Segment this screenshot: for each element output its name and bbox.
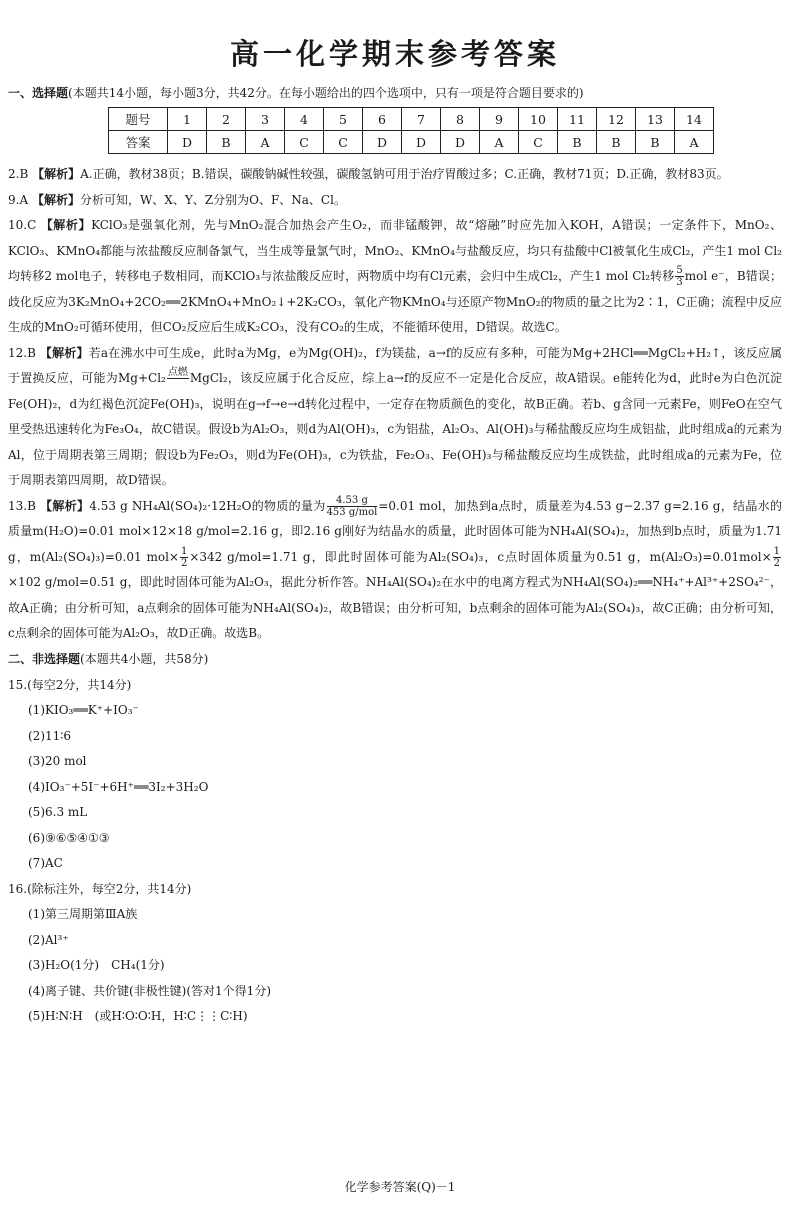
table-cell-number: 9 xyxy=(480,108,519,131)
table-cell-answer: D xyxy=(168,131,207,154)
answer-table xyxy=(108,107,714,154)
fraction xyxy=(180,546,188,569)
q15-heading: 15.(每空2分，共14分) xyxy=(8,677,132,692)
explanation-text: 分析可知，W、X、Y、Z分别为O、F、Na、Cl。 xyxy=(79,192,346,207)
table-cell-answer: D xyxy=(402,131,441,154)
table-cell-answer: C xyxy=(324,131,363,154)
section1-title: 一、选择题 xyxy=(8,86,69,100)
table-cell-answer: B xyxy=(207,131,246,154)
explanation-text: MgCl₂，该反应属于化合反应，综上a→f的反应不一定是化合反应，故A错误。e能转化为d，此时e为白色沉淀Fe(OH)₂，d为红褐色沉淀Fe(OH)₃，说明在g→f→e→d转化过程中，一定存在物质颜色的变化，故B正确。若b、g含同一元素Fe，则FeO在空气里受热迅速转化为Fe₃O₄，故C错误。假设b为Al₂O₃，则d为Al(OH)₃，c为铝盐，Al₂O₃、Al(OH)₃与稀盐酸反应均生成铝盐，此时组成a的元素为Al，位于周期表第三周期；假设b为Fe₂O₃，则d为Fe(OH)₃，c为铁盐，Fe₂O₃、Fe(OH)₃与稀盐酸反应均生成铁盐，此时组成a的元素为Fe，位于周期表第四周期，故D错误。 xyxy=(8,371,782,487)
condition-label: 点燃 xyxy=(167,367,188,378)
table-cell-answer: A xyxy=(480,131,519,154)
fraction xyxy=(327,495,378,518)
table-cell-answer: D xyxy=(441,131,480,154)
page-footer: 化学参考答案(Q)－1 xyxy=(344,1180,456,1194)
table-cell-answer: D xyxy=(363,131,402,154)
table-cell-answer: B xyxy=(597,131,636,154)
analysis-tag: 【解析】 xyxy=(40,498,90,513)
table-cell-number: 5 xyxy=(324,108,363,131)
question-number: 10.C xyxy=(8,218,37,232)
table-cell-number: 8 xyxy=(441,108,480,131)
explanation-text: =0.01 mol，加热到a点时，质量差为4.53 g−2.37 g=2.16 g，结晶水的质量m(H₂O)=0.01 mol×12×18 g/mol=2.16 g，即2.16 g刚好为结晶水的质量，此时固体可能为NH₄Al(SO₄)₂，加热到b点时，质量为1.71 g，m(Al₂(SO₄)₃)=0.01 mol× xyxy=(8,498,782,564)
section2-heading xyxy=(8,651,782,667)
q15-answer: (4)IO₃⁻+5I⁻+6H⁺══3I₂+3H₂O xyxy=(28,779,209,794)
q16-answer: (1)第三周期第ⅢA族 xyxy=(28,907,138,921)
explanation-text: 若a在沸水中可生成e，此时a为Mg，e为Mg(OH)₂，f为镁盐，a→f的反应有多种，可能为Mg+2HCl══MgCl₂+H₂↑，该反应属于置换反应，可能为Mg+Cl₂ xyxy=(8,345,782,385)
table-cell-number: 12 xyxy=(597,108,636,131)
fraction xyxy=(675,265,683,288)
table-cell-number: 6 xyxy=(363,108,402,131)
table-cell-number: 13 xyxy=(636,108,675,131)
explanation-q2 xyxy=(8,162,782,188)
fraction-denominator: 2 xyxy=(180,557,188,569)
table-cell-number: 3 xyxy=(246,108,285,131)
reaction-condition xyxy=(167,367,189,390)
section1-note: (本题共14小题，每小题3分，共42分。在每小题给出的四个选项中，只有一项是符合题目要求的) xyxy=(68,86,584,100)
analysis-tag: 【解析】 xyxy=(40,218,92,232)
fraction xyxy=(773,546,781,569)
explanation-q10 xyxy=(8,213,782,341)
table-cell-number: 2 xyxy=(207,108,246,131)
q15-answer: (5)6.3 mL xyxy=(28,805,88,819)
explanation-q12 xyxy=(8,341,782,494)
analysis-tag: 【解析】 xyxy=(39,345,89,360)
table-cell-answer: A xyxy=(675,131,714,154)
answer-table-number-row xyxy=(109,108,714,131)
q15-answer: (7)AC xyxy=(28,856,63,870)
q16-answer: (4)离子键、共价键(非极性键)(答对1个得1分) xyxy=(28,983,271,998)
explanation-text: A.正确，教材38页；B.错误，碳酸钠碱性较强，碳酸氢钠可用于治疗胃酸过多；C.正确，教材71页；D.正确，教材83页。 xyxy=(80,167,729,181)
q15-answer: (6)⑨⑥⑤④①③ xyxy=(28,830,110,845)
fraction-denominator: 453 g/mol xyxy=(326,506,378,518)
q15-answer: (2)11∶6 xyxy=(28,728,72,743)
table-cell-number: 11 xyxy=(558,108,597,131)
table-cell-answer: C xyxy=(519,131,558,154)
row-label-answer: 答案 xyxy=(109,131,168,154)
table-cell-answer: A xyxy=(246,131,285,154)
section1-heading xyxy=(8,85,782,101)
analysis-tag: 【解析】 xyxy=(31,192,80,207)
q16-heading: 16.(除标注外，每空2分，共14分) xyxy=(8,881,192,896)
table-cell-answer: B xyxy=(558,131,597,154)
q15-answer: (3)20 mol xyxy=(28,754,87,768)
section2-title: 二、非选择题 xyxy=(8,651,81,666)
table-cell-number: 14 xyxy=(675,108,714,131)
analysis-tag: 【解析】 xyxy=(32,167,81,181)
table-cell-number: 4 xyxy=(285,108,324,131)
explanation-q13 xyxy=(8,494,782,647)
explanation-text: mol e⁻，B错误；歧化反应为3K₂MnO₄+2CO₂══2KMnO₄+MnO₂↓+2K₂CO₃，氧化产物KMnO₄与还原产物MnO₂的物质的量之比为2∶1，C正确；流程中反应生成的MnO₂可循环使用，但CO₂反应后生成K₂CO₃，没有CO₂的生成，不能循环使用，D错误。故选C。 xyxy=(8,269,783,334)
question-number: 9.A xyxy=(8,192,29,207)
row-label-number: 题号 xyxy=(109,108,168,131)
fraction-denominator: 3 xyxy=(676,277,683,288)
table-cell-number: 1 xyxy=(168,108,207,131)
table-cell-number: 7 xyxy=(402,108,441,131)
table-cell-number: 10 xyxy=(519,108,558,131)
question-number: 12.B xyxy=(8,345,36,360)
fraction-numerator: 5 xyxy=(676,265,683,276)
q16-answer: (5)H∶N∶H (或H∶O∶O∶H，H∶C⋮⋮C∶H) xyxy=(28,1009,248,1023)
question-number: 2.B xyxy=(8,167,29,181)
explanation-text: ×102 g/mol=0.51 g，即此时固体可能为Al₂O₃，据此分析作答。NH₄Al(SO₄)₂在水中的电离方程式为NH₄Al(SO₄)₂══NH₄⁺+Al³⁺+2SO₄²⁻，故A正确；由分析可知，a点剩余的固体可能为NH₄Al(SO₄)₂，故B错误；由分析可知，b点剩余的固体可能为Al₂(SO₄)₃，故C正确；由分析可知，c点剩余的固体可能为Al₂O₃，故D正确。故选B。 xyxy=(8,575,782,640)
q16-answer: (3)H₂O(1分) CH₄(1分) xyxy=(28,958,165,972)
table-cell-answer: C xyxy=(285,131,324,154)
table-cell-answer: B xyxy=(636,131,675,154)
explanation-text: KClO₃是强氧化剂，先与MnO₂混合加热会产生O₂，而非锰酸钾，故“熔融”时应先加入KOH，A错误；一定条件下，MnO₂、KClO₃、KMnO₄都能与浓盐酸反应制备氯气，当生成等量氯气时，MnO₂、KMnO₄与盐酸反应，均只有盐酸中Cl被氧化生成Cl₂，产生1 mol Cl₂均转移2 mol电子，转移电子数相同，而KClO₃与浓盐酸反应时，两物质中均有Cl元素，会归中生成Cl₂，产生1 mol Cl₂转移 xyxy=(8,218,782,283)
q15-answer: (1)KIO₃══K⁺+IO₃⁻ xyxy=(28,703,139,717)
explanation-q9 xyxy=(8,188,782,214)
section2-note: (本题共4小题，共58分) xyxy=(80,651,209,666)
explanation-text: ×342 g/mol=1.71 g，即此时固体可能为Al₂(SO₄)₃，c点时固体质量为0.51 g，m(Al₂O₃)=0.01mol× xyxy=(189,549,772,564)
fraction-denominator: 2 xyxy=(773,557,780,569)
question-number: 13.B xyxy=(8,498,36,513)
fraction-numerator: 1 xyxy=(773,545,780,557)
fraction-numerator: 1 xyxy=(180,545,188,557)
q16-answer: (2)Al³⁺ xyxy=(28,932,69,947)
page-title: 高一化学期末参考答案 xyxy=(229,37,560,71)
explanation-text: 4.53 g NH₄Al(SO₄)₂·12H₂O的物质的量为 xyxy=(89,498,326,513)
answer-table-answer-row xyxy=(109,131,714,154)
fraction-numerator: 4.53 g xyxy=(327,495,378,507)
